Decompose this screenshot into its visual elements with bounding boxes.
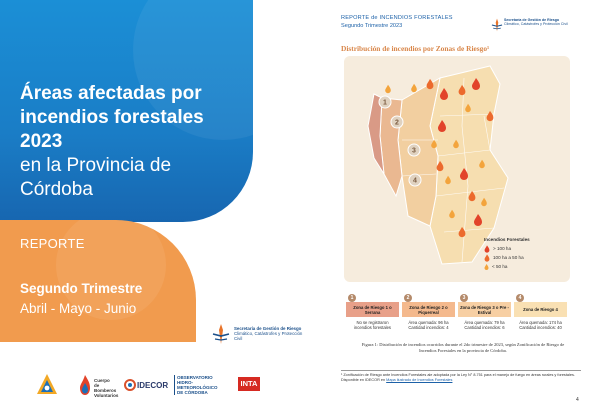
zone-heading: Zona de Riesgo 2 o Piquerreal bbox=[402, 302, 455, 317]
page-number: 4 bbox=[576, 397, 579, 403]
report-period-panel bbox=[0, 220, 196, 342]
legend-row-large bbox=[484, 244, 530, 253]
flame-emblem-icon bbox=[78, 373, 92, 397]
report-label: REPORTE bbox=[20, 236, 85, 251]
zone-detail-line2: Cantidad incendios: 6 bbox=[464, 325, 505, 330]
zone-number-badge: 1 bbox=[348, 294, 356, 302]
footnote bbox=[341, 370, 581, 383]
zone-number-badge: 2 bbox=[404, 294, 412, 302]
cover-title-line2: incendios forestales 2023 bbox=[20, 107, 204, 152]
doc-secretaria-logo bbox=[490, 15, 580, 37]
zone-detail-line1: Área quemada: 96 ha bbox=[408, 320, 449, 325]
cover-title bbox=[20, 82, 246, 202]
zone-detail-line1: Área quemada: 174 ha bbox=[519, 320, 562, 325]
idecor-emblem-icon bbox=[124, 373, 136, 397]
risk-zone-map bbox=[344, 56, 570, 282]
zone-heading: Zona de Riesgo 4 bbox=[514, 302, 567, 317]
bomberos-logo-text bbox=[94, 378, 120, 398]
idecor-logo bbox=[124, 373, 168, 399]
zone-detail-line1: Área quemada: 79 ha bbox=[464, 320, 505, 325]
cordoba-map bbox=[344, 56, 570, 282]
medium-fire-icon bbox=[484, 254, 490, 262]
secretaria-logo bbox=[210, 322, 310, 352]
secretaria-emblem-icon bbox=[210, 322, 232, 346]
zone-detail-line2: Cantidad incendios: 4 bbox=[408, 325, 449, 330]
zone-heading: Zona de Riesgo 3 o Pre - Estival bbox=[458, 302, 511, 317]
cover-title-line4: Córdoba bbox=[20, 179, 93, 200]
zones-summary bbox=[346, 294, 572, 338]
legend-large-label: > 100 ha bbox=[493, 246, 512, 251]
idecor-text: IDECOR bbox=[137, 381, 169, 390]
footnote-text: ¹ Zonificación de Riesgo ante Incendios Forestales ale adoptada por la Ley N° 8.751 para el manejo de fuego en áreas rurales y forestales. Disponible en IDECOR en bbox=[341, 373, 575, 382]
zone-badge-2: 2 bbox=[395, 119, 399, 127]
observatorio-line1: OBSERVATORIO bbox=[177, 375, 213, 380]
doc-secretaria-logo-text bbox=[504, 18, 568, 26]
observatorio-line2: HIDRO-METEOROLÓGICO bbox=[177, 380, 218, 390]
zone-detail-line1: No se registraron bbox=[356, 320, 389, 325]
zone-heading: Zona de Riesgo 1 o Serrana bbox=[346, 302, 399, 317]
zone-number-badge: 3 bbox=[460, 294, 468, 302]
small-fire-icon bbox=[484, 264, 489, 270]
zone-details bbox=[346, 320, 399, 335]
figure-caption: Figura 1: Distribución de incendios ocurridos durante el 2do trimestre de 2023, según Zonificación de Riesgo de Incendios Forestales en la provincia de Córdoba. bbox=[361, 342, 565, 353]
legend-row-medium bbox=[484, 253, 530, 262]
legend-row-small bbox=[484, 262, 530, 271]
zone-detail-line2: incendios forestales bbox=[353, 325, 391, 330]
cover-title-line3: en la Provincia de bbox=[20, 155, 172, 176]
fire-marker-icon bbox=[427, 79, 434, 89]
secretaria-logo-line1: Secretaría de Gestión de Riesgo bbox=[234, 326, 302, 331]
doc-secretaria-emblem-icon bbox=[490, 15, 504, 35]
legend-small-label: < 50 ha bbox=[492, 264, 508, 269]
zone-summary-3 bbox=[458, 294, 513, 338]
bomberos-line1: Cuerpo bbox=[94, 378, 110, 383]
zone-details bbox=[402, 320, 455, 335]
doc-header-subtitle: Segundo Trimestre 2023 bbox=[341, 23, 403, 29]
secretaria-logo-text bbox=[234, 326, 310, 342]
legend-medium-label: 100 ha a 50 ha bbox=[493, 255, 524, 260]
cover-title-line1: Áreas afectadas por bbox=[20, 83, 202, 104]
observatorio-logo bbox=[174, 373, 230, 399]
bomberos-logo bbox=[78, 373, 120, 399]
legend-title: Incendios Forestales bbox=[484, 237, 530, 242]
zone-number-badge: 4 bbox=[516, 294, 524, 302]
cover-title-panel bbox=[0, 0, 253, 222]
large-fire-icon bbox=[484, 245, 490, 253]
bomberos-line3: Voluntarios bbox=[94, 393, 119, 398]
map-legend bbox=[484, 237, 530, 271]
map-title: Distribución de incendios por Zonas de Riesgo¹ bbox=[341, 44, 490, 53]
zone-summary-2 bbox=[402, 294, 457, 338]
zone-2-region bbox=[380, 98, 402, 196]
trimester-label: Segundo Trimestre bbox=[20, 281, 143, 296]
fire-marker-icon bbox=[411, 84, 417, 92]
zone-summary-1 bbox=[346, 294, 401, 338]
zone-badge-3: 3 bbox=[412, 147, 416, 155]
zone-badge-4: 4 bbox=[413, 177, 417, 185]
doc-logo-line1: Secretaría de Gestión de Riesgo bbox=[504, 18, 560, 22]
fire-marker-icon bbox=[385, 85, 391, 93]
observatorio-text bbox=[174, 375, 230, 395]
footnote-link[interactable]: Mapa ilustrado de Incendios Forestales bbox=[386, 377, 453, 382]
doc-logo-line2: Climático, Catástrofes y Protección Civil bbox=[504, 22, 568, 27]
doc-header-title: REPORTE de INCENDIOS FORESTALES bbox=[341, 15, 453, 21]
inta-logo bbox=[238, 373, 268, 399]
triangle-emblem-icon bbox=[36, 373, 58, 397]
defensa-civil-logo bbox=[36, 373, 58, 399]
zone-detail-line2: Cantidad incendios: 40 bbox=[519, 325, 562, 330]
zone-badge-1: 1 bbox=[383, 99, 387, 107]
bomberos-line2: de Bomberos bbox=[94, 383, 117, 393]
observatorio-line3: DE CÓRDOBA bbox=[177, 390, 208, 395]
zone-summary-4 bbox=[514, 294, 569, 338]
months-label: Abril - Mayo - Junio bbox=[20, 301, 137, 316]
inta-text: INTA bbox=[238, 377, 260, 391]
zone-details bbox=[458, 320, 511, 335]
secretaria-logo-line2: Climático, Catástrofes y Protección Civil bbox=[234, 331, 303, 342]
zone-details bbox=[514, 320, 567, 335]
